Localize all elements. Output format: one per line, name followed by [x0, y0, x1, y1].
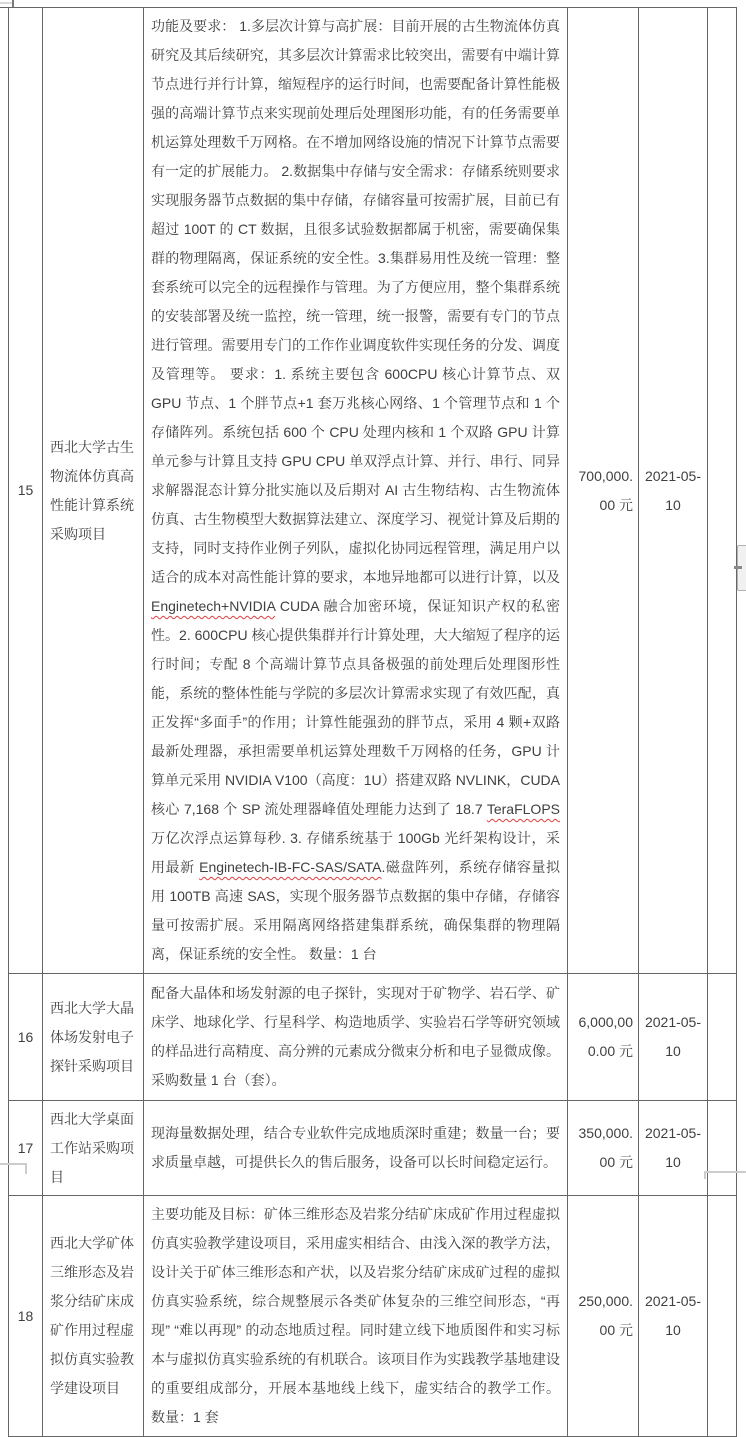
budget-cell: 350,000.00 元	[568, 1101, 639, 1196]
project-name-cell: 西北大学桌面工作站采购项目	[43, 1101, 144, 1196]
date-cell: 2021-05-10	[639, 1196, 708, 1437]
table-row-18	[9, 1196, 737, 1437]
row-number-cell: 16	[9, 974, 43, 1101]
previous-row-border-fragment	[0, 2, 12, 4]
bottom-right-border-fragment	[704, 1171, 746, 1179]
row-number-cell: 17	[9, 1101, 43, 1196]
budget-cell: 6,000,000.00 元	[568, 974, 639, 1101]
empty-cell	[708, 974, 737, 1101]
description-cell: 配备大晶体和场发射源的电子探针，实现对于矿物学、岩石学、矿床学、地球化学、行星科学、构造地质学、实验岩石学等研究领域的样品进行高精度、高分辨的元素成分微束分析和电子显微成像。采购数量 1 台（套）。	[144, 974, 568, 1101]
empty-cell	[708, 8, 737, 974]
date-cell: 2021-05-10	[639, 8, 708, 974]
procurement-table	[8, 7, 737, 1437]
budget-cell: 250,000.00 元	[568, 1196, 639, 1437]
empty-cell	[708, 1101, 737, 1196]
scrollbar-grip-icon	[734, 566, 742, 569]
bottom-left-border-fragment	[0, 1163, 26, 1165]
description-cell: 主要功能及目标：矿体三维形态及岩浆分结矿床成矿作用过程虚拟仿真实验教学建设项目，采用虚实相结合、由浅入深的教学方法，设计关于矿体三维形态和产状，以及岩浆分结矿床成矿过程的虚拟仿真实验系统，综合规整展示各类矿体复杂的三维空间形态，“再现” “难以再现” 的动态地质过程。同时建立线下地质图件和实习标本与虚拟仿真实验系统的有机联合。该项目作为实践教学基地建设的重要组成部分，开展本基地线上线下，虚实结合的教学工作。 数量：1 套	[144, 1196, 568, 1437]
project-name-cell: 西北大学古生物流体仿真高性能计算系统采购项目	[43, 8, 144, 974]
date-cell: 2021-05-10	[639, 974, 708, 1101]
table-row-17	[9, 1101, 737, 1196]
scrollbar-thumb[interactable]	[737, 545, 746, 591]
row-number-cell: 15	[9, 8, 43, 974]
table-row-16	[9, 974, 737, 1101]
description-cell: 功能及要求： 1.多层次计算与高扩展：目前开展的古生物流体仿真研究及其后续研究，其多层次计算需求比较突出，需要有中端计算节点进行并行计算，缩短程序的运行时间，也需要配备计算性能极强的高端计算节点来实现前处理后处理图形功能，有的任务需要单机运算处理数千万网格。在不增加网络设施的情况下计算节点需要有一定的扩展能力。 2.数据集中存储与安全需求：存储系统则要求实现服务器节点数据的集中存储，存储容量可按需扩展，目前已有超过 100T 的 CT 数据，且很多试验数据都属于机密，需要确保集群的物理隔离，保证系统的安全性。3.集群易用性及统一管理：整套系统可以完全的远程操作与管理。为了方便应用，整个集群系统的安装部署及统一监控，统一管理，统一报警，需要有专门的节点进行管理。需要用专门的工作作业调度软件实现任务的分发、调度及管理等。 要求：1. 系统主要包含 600CPU 核心计算节点、双 GPU 节点、1 个胖节点+1 套万兆核心网络、1 个管理节点和 1 个存储阵列。系统包括 600 个 CPU 处理内核和 1 个双路 GPU 计算单元参与计算且支持 GPU CPU 单双浮点计算、并行、串行、同异求解器混态计算分批实施以及后期对 AI 古生物结构、古生物流体仿真、古生物模型大数据算法建立、深度学习、视觉计算及后期的支持，同时支持作业例子列队，虚拟化协同远程管理，满足用户以适合的成本对高性能计算的要求，本地异地都可以进行计算，以及 Enginetech+NVIDIA CUDA 融合加密环境，保证知识产权的私密性。2. 600CPU 核心提供集群并行计算处理，大大缩短了程序的运行时间；专配 8 个高端计算节点具备极强的前处理后处理图形性能，系统的整体性能与学院的多层次计算需求实现了有效匹配，真正发挥“多面手”的作用；计算性能强劲的胖节点，采用 4 颗+双路最新处理器，承担需要单机运算处理数千万网格的任务，GPU 计算单元采用 NVIDIA V100（高度：1U）搭建双路 NVLINK，CUDA 核心 7,168 个 SP 流处理器峰值处理能力达到了 18.7 TeraFLOPS 万亿次浮点运算每秒. 3. 存储系统基于 100Gb 光纤架构设计，采用最新 Enginetech-IB-FC-SAS/SATA.磁盘阵列，系统存储容量拟用 100TB 高速 SAS，实现个服务器节点数据的集中存储，存储容量可按需扩展。采用隔离网络搭建集群系统，确保集群的物理隔离，保证系统的安全性。 数量：1 台	[144, 8, 568, 974]
empty-cell	[708, 1196, 737, 1437]
previous-row-cell-border-fragment	[12, 0, 14, 7]
project-name-cell: 西北大学矿体三维形态及岩浆分结矿床成矿作用过程虚拟仿真实验教学建设项目	[43, 1196, 144, 1437]
table-row-15	[9, 8, 737, 974]
bottom-left-border-fragment	[25, 1163, 27, 1174]
date-cell: 2021-05-10	[639, 1101, 708, 1196]
budget-cell: 700,000.00 元	[568, 8, 639, 974]
description-cell: 现海量数据处理，结合专业软件完成地质深时重建；数量一台；要求质量卓越，可提供长久的售后服务，设备可以长时间稳定运行。	[144, 1101, 568, 1196]
row-number-cell: 18	[9, 1196, 43, 1437]
project-name-cell: 西北大学大晶体场发射电子探针采购项目	[43, 974, 144, 1101]
